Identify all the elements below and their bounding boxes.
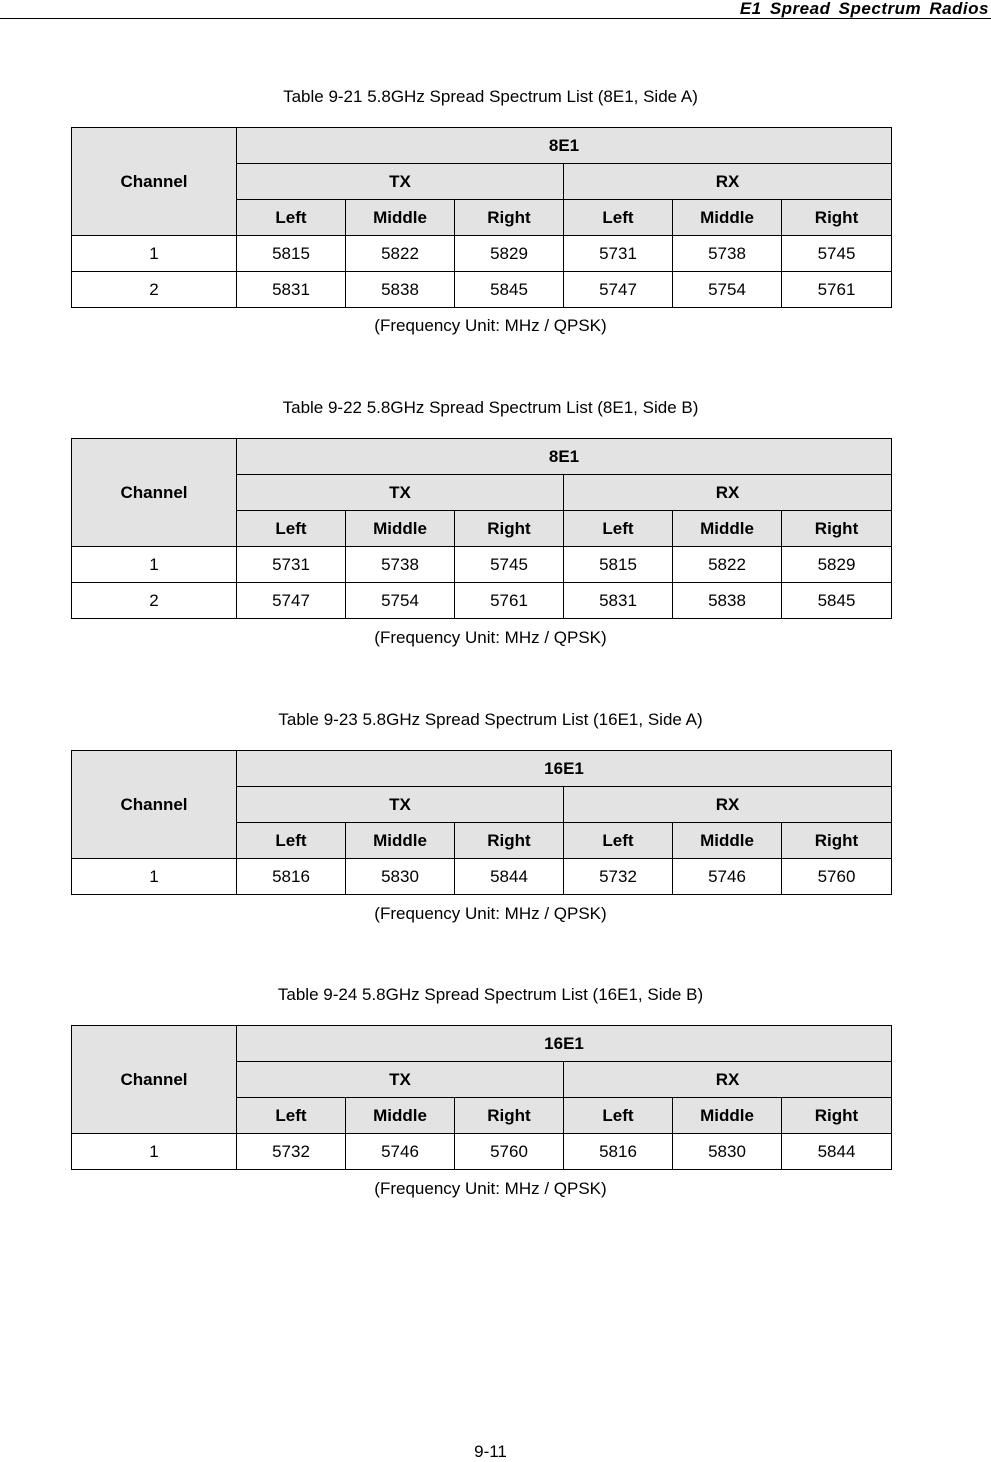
table-row — [72, 1134, 892, 1170]
table-cell: 5745 — [782, 236, 892, 272]
table-cell: 5830 — [673, 1134, 782, 1170]
table-cell: 5816 — [564, 1134, 673, 1170]
running-header — [0, 0, 991, 19]
table-cell: 1 — [72, 1134, 237, 1170]
table-cell: 5844 — [455, 859, 564, 895]
table-caption: Table 9-24 5.8GHz Spread Spectrum List (16E1, Side B) — [277, 985, 704, 1004]
table-cell: 5760 — [782, 859, 892, 895]
page-number: 9-11 — [474, 1442, 507, 1461]
tx-header: TX — [237, 787, 564, 823]
sub-header: Right — [455, 1098, 564, 1134]
table-cell: 5732 — [237, 1134, 346, 1170]
table-note: (Frequency Unit: MHz / QPSK) — [374, 904, 607, 923]
table-cell: 5844 — [782, 1134, 892, 1170]
sub-header: Right — [455, 823, 564, 859]
tx-header: TX — [237, 475, 564, 511]
group-header: 16E1 — [237, 751, 892, 787]
rx-header: RX — [564, 475, 892, 511]
sub-header: Right — [782, 511, 892, 547]
table-cell: 5829 — [782, 547, 892, 583]
sub-header: Left — [564, 1098, 673, 1134]
table-row — [72, 236, 892, 272]
table-row — [72, 859, 892, 895]
tx-header: TX — [237, 164, 564, 200]
tx-header: TX — [237, 1062, 564, 1098]
table-note: (Frequency Unit: MHz / QPSK) — [374, 316, 607, 335]
sub-header: Left — [564, 511, 673, 547]
table-cell: 5732 — [564, 859, 673, 895]
rx-header: RX — [564, 164, 892, 200]
sub-header: Right — [455, 200, 564, 236]
table-cell: 5731 — [237, 547, 346, 583]
table-row — [72, 583, 892, 619]
sub-header: Left — [237, 200, 346, 236]
table-cell: 5754 — [673, 272, 782, 308]
group-header: 8E1 — [237, 128, 892, 164]
spectrum-table — [71, 750, 892, 895]
table-caption: Table 9-22 5.8GHz Spread Spectrum List (8E1, Side B) — [282, 398, 699, 417]
sub-header: Middle — [346, 1098, 455, 1134]
table-cell: 1 — [72, 547, 237, 583]
table-cell: 5838 — [673, 583, 782, 619]
sub-header: Middle — [346, 200, 455, 236]
channel-header: Channel — [72, 1026, 237, 1134]
table-cell: 5731 — [564, 236, 673, 272]
table-cell: 1 — [72, 236, 237, 272]
sub-header: Middle — [673, 511, 782, 547]
sub-header: Middle — [673, 200, 782, 236]
table-cell: 5822 — [673, 547, 782, 583]
sub-header: Middle — [673, 1098, 782, 1134]
table-cell: 5815 — [237, 236, 346, 272]
table-cell: 1 — [72, 859, 237, 895]
rx-header: RX — [564, 1062, 892, 1098]
sub-header: Right — [455, 511, 564, 547]
table-cell: 5831 — [237, 272, 346, 308]
table-cell: 5746 — [673, 859, 782, 895]
channel-header: Channel — [72, 128, 237, 236]
spectrum-table — [71, 1025, 892, 1170]
sub-header: Middle — [673, 823, 782, 859]
table-cell: 5845 — [782, 583, 892, 619]
group-header: 16E1 — [237, 1026, 892, 1062]
channel-header: Channel — [72, 439, 237, 547]
table-cell: 5761 — [782, 272, 892, 308]
table-cell: 5838 — [346, 272, 455, 308]
table-cell: 5830 — [346, 859, 455, 895]
sub-header: Right — [782, 1098, 892, 1134]
table-cell: 5831 — [564, 583, 673, 619]
table-note: (Frequency Unit: MHz / QPSK) — [374, 1179, 607, 1198]
spectrum-table — [71, 438, 892, 619]
sub-header: Right — [782, 823, 892, 859]
spectrum-table — [71, 127, 892, 308]
table-note: (Frequency Unit: MHz / QPSK) — [374, 628, 607, 647]
table-caption: Table 9-23 5.8GHz Spread Spectrum List (16E1, Side A) — [278, 710, 703, 729]
table-cell: 5829 — [455, 236, 564, 272]
group-header: 8E1 — [237, 439, 892, 475]
sub-header: Middle — [346, 823, 455, 859]
table-cell: 5760 — [455, 1134, 564, 1170]
sub-header: Left — [564, 823, 673, 859]
sub-header: Right — [782, 200, 892, 236]
sub-header: Left — [237, 511, 346, 547]
table-cell: 5816 — [237, 859, 346, 895]
table-cell: 5761 — [455, 583, 564, 619]
table-cell: 5746 — [346, 1134, 455, 1170]
table-cell: 5845 — [455, 272, 564, 308]
rx-header: RX — [564, 787, 892, 823]
table-cell: 5822 — [346, 236, 455, 272]
running-header-title: E1 Spread Spectrum Radios — [739, 0, 989, 18]
table-caption: Table 9-21 5.8GHz Spread Spectrum List (8E1, Side A) — [283, 87, 698, 106]
sub-header: Left — [237, 823, 346, 859]
sub-header: Middle — [346, 511, 455, 547]
table-cell: 5747 — [237, 583, 346, 619]
sub-header: Left — [237, 1098, 346, 1134]
table-cell: 5745 — [455, 547, 564, 583]
table-cell: 5815 — [564, 547, 673, 583]
table-cell: 2 — [72, 272, 237, 308]
table-cell: 5738 — [346, 547, 455, 583]
sub-header: Left — [564, 200, 673, 236]
channel-header: Channel — [72, 751, 237, 859]
table-row — [72, 547, 892, 583]
table-cell: 5747 — [564, 272, 673, 308]
table-cell: 5738 — [673, 236, 782, 272]
table-cell: 2 — [72, 583, 237, 619]
table-row — [72, 272, 892, 308]
table-cell: 5754 — [346, 583, 455, 619]
